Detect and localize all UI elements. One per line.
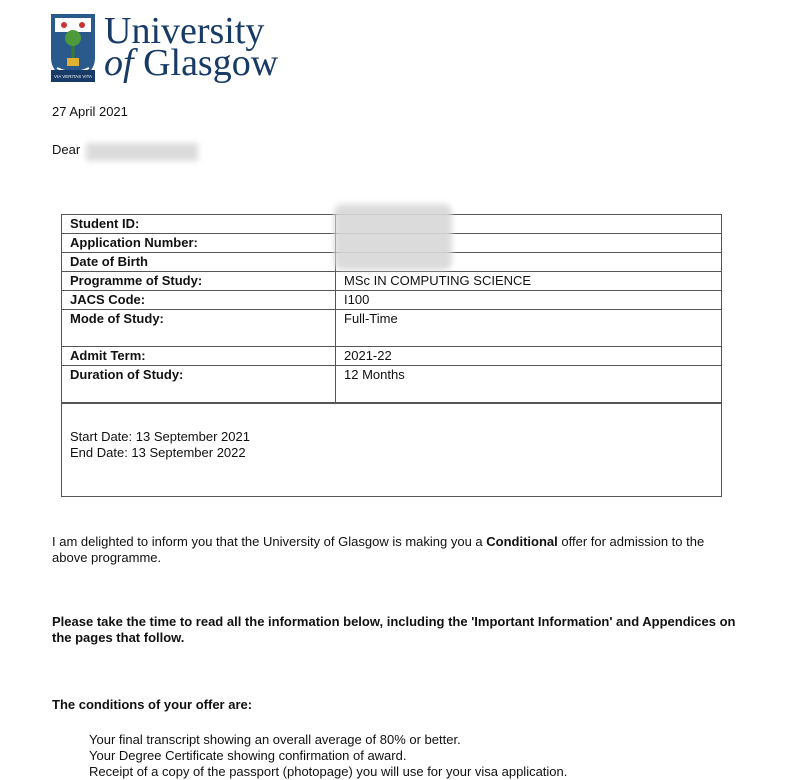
start-date: Start Date: 13 September 2021 [70,429,250,444]
condition-item: Your Degree Certificate showing confirmation of award. [89,748,407,763]
crest-icon [51,14,95,82]
divider [62,403,721,404]
table-row: Student ID: [62,215,721,234]
table-row: JACS Code: I100 [62,291,721,310]
logo-line1: University [104,10,265,52]
table-row: Duration of Study: 12 Months [62,366,721,403]
conditions-heading: The conditions of your offer are: [52,697,253,712]
table-row: Admit Term: 2021-22 [62,347,721,366]
redacted-name [86,143,198,161]
condition-item: Receipt of a copy of the passport (photopage) you will use for your visa application. [89,764,568,779]
table-row: Programme of Study: MSc IN COMPUTING SCIENCE [62,272,721,291]
motto: VIA VERITAS VITA [53,74,93,79]
letter-date: 27 April 2021 [52,104,128,119]
salutation: Dear [52,142,81,157]
university-logo [51,10,279,84]
table-row: Date of Birth [62,253,721,272]
redacted-ids [334,204,452,270]
end-date: End Date: 13 September 2022 [70,445,246,460]
study-dates [70,429,250,461]
table-row: Mode of Study: Full-Time [62,310,721,347]
table-row: Application Number: [62,234,721,253]
notice-paragraph: Please take the time to read all the information below, including the 'Important Information' and Appendices on the pages that follow. [52,614,736,645]
logo-line2: of Glasgow [104,42,279,84]
condition-item: Your final transcript showing an overall average of 80% or better. [89,732,461,747]
offer-paragraph: I am delighted to inform you that the University of Glasgow is making you a Conditional offer for admission to the above programme. [52,534,705,565]
